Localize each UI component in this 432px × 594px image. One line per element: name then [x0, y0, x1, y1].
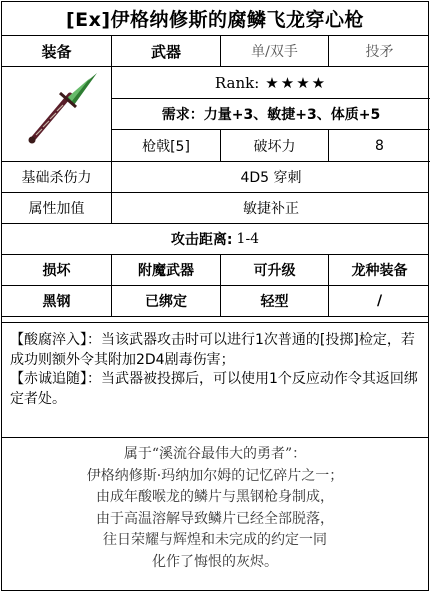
destruction-label: 破坏力: [221, 130, 329, 161]
attribute-label: 属性加值: [2, 193, 112, 223]
attribute-row: [2, 193, 428, 224]
lore-line: 由于高温溶解导致鳞片已经全部脱落，: [96, 510, 334, 527]
props-header-damage: 损坏: [2, 255, 112, 285]
lore-line: 由成年酸喉龙的鳞片与黑钢枪身制成，: [96, 489, 334, 505]
props-header-upgrade: 可升级: [221, 255, 329, 285]
effect-acid: 【酸腐淬入】：当该武器攻击时可以进行1次普通的[投掷]检定，若成功则额外令其附加2D4剧毒伤害；: [10, 332, 415, 368]
header-row: [2, 36, 428, 67]
hands-value: 单/双手: [221, 36, 329, 66]
attribute-value: 敏捷补正: [243, 201, 299, 217]
range-row: [2, 224, 428, 255]
base-damage-value: 4D5 穿刺: [240, 170, 302, 186]
props-header-enchant: 附魔武器: [112, 255, 221, 285]
effects-section: [2, 323, 428, 438]
props-value-row: [2, 286, 428, 317]
weapon-type: 投矛: [365, 44, 394, 60]
base-damage-row: [2, 162, 428, 193]
spear-image: [2, 67, 112, 162]
props-header-dragon: 龙种装备: [351, 263, 408, 279]
weapon-class: 枪戟[5]: [112, 130, 221, 161]
weapon-label: 武器: [112, 36, 221, 66]
rank: [112, 67, 430, 98]
title-row: [2, 2, 428, 36]
props-value-upgrade: 轻型: [221, 286, 329, 316]
props-value-damage: 黑钢: [2, 286, 112, 316]
range-value: 1-4: [236, 231, 260, 247]
lore-line: 属于“溪流谷最伟大的勇者”：: [123, 446, 307, 462]
base-damage-label: 基础杀伤力: [2, 162, 112, 192]
destruction-value: 8: [375, 137, 384, 154]
lore-line: 往日荣耀与辉煌和未完成的约定一同: [103, 532, 327, 548]
equip-label: 装备: [2, 36, 112, 66]
props-header-row: [2, 255, 428, 286]
spear-icon: [2, 67, 110, 160]
lore-line: 伊格纳修斯·玛纳加尔姆的记忆碎片之一；: [86, 467, 344, 484]
rank-row: [112, 67, 430, 99]
lore-section: [2, 444, 428, 590]
props-value-dragon: /: [376, 293, 383, 309]
rank-stars: ★★★★: [265, 73, 328, 92]
class-row: [112, 130, 430, 162]
range-label: 攻击距离:: [170, 232, 233, 248]
props-value-enchant: 已绑定: [112, 286, 221, 316]
requirement-row: [112, 99, 430, 130]
rank-label: Rank:: [214, 73, 260, 92]
requirements: 需求：力量+3、敏捷+3、体质+5: [161, 107, 381, 123]
attack-range: [2, 224, 428, 254]
effect-return: 【赤诚追随】：当武器被投掷后，可以使用1个反应动作令其返回绑定者处。: [10, 371, 418, 407]
lore-line: 化作了悔恨的灰烬。: [152, 553, 278, 570]
item-title: [Ex]伊格纳修斯的腐鳞飞龙穿心枪: [65, 9, 365, 31]
item-card: [1, 1, 429, 591]
